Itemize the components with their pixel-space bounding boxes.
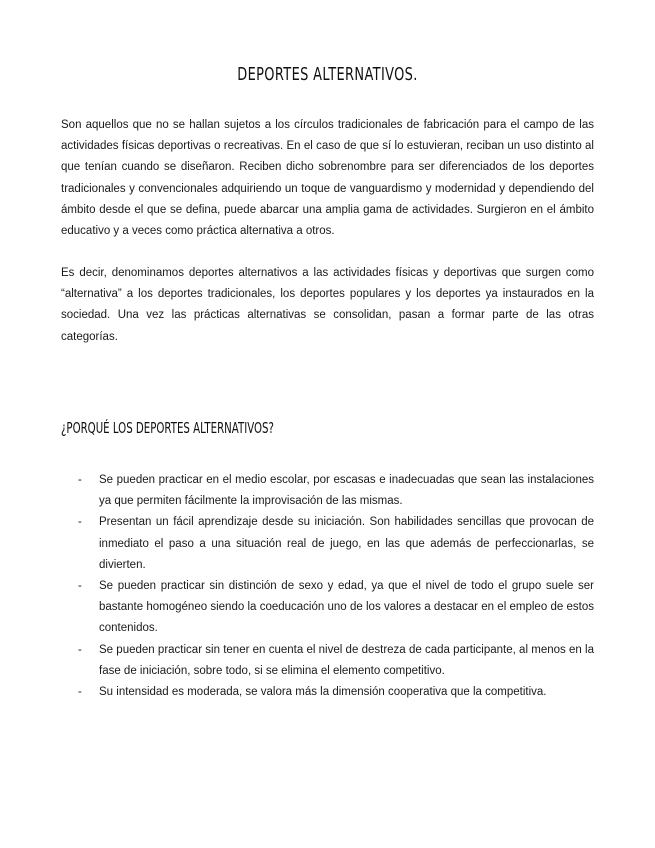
- list-item: [78, 640, 594, 682]
- bullet-dash: -: [78, 643, 82, 656]
- bullet-dash: -: [78, 686, 82, 699]
- list-item: [78, 512, 594, 576]
- list-item: [78, 470, 594, 512]
- list-item-text: Se pueden practicar sin distinción de sexo y edad, ya que el nivel de todo el grupo suele ser bastante homogéneo siendo la coeducación uno de los valores a destacar en el empleo de estos contenidos.: [99, 580, 594, 635]
- definition-paragraph: Es decir, denominamos deportes alternativos a las actividades físicas y deportivas que surgen como “alternativa” a los deportes tradicionales, los deportes populares y los deportes ya instaurados en la sociedad. Una vez las prácticas alternativas se consolidan, pasan a formar parte de las otras categorías.: [61, 267, 594, 343]
- list-item-text: Se pueden practicar sin tener en cuenta el nivel de destreza de cada participante, al menos en la fase de iniciación, sobre todo, si se elimina el elemento competitivo.: [99, 643, 594, 677]
- intro-paragraph: Son aquellos que no se hallan sujetos a los círculos tradicionales de fabricación para el campo de las actividades físicas deportivas o recreativas. En el caso de que sí lo estuvieran, reciban un uso distinto al que tenían cuando se diseñaron. Reciben dicho sobrenombre para ser diferenciados de los deportes tradicionales y convencionales adquiriendo un toque de vanguardismo y modernidad y dependiendo del ámbito desde el que se defina, puede abarcar una amplia gama de actividades. Surgieron en el ámbito educativo y a veces como práctica alternativa a otros.: [61, 119, 594, 238]
- list-item: [78, 576, 594, 640]
- bullet-dash: -: [78, 474, 82, 486]
- page-title: DEPORTES ALTERNATIVOS.: [237, 64, 418, 85]
- bullet-dash: -: [78, 580, 82, 593]
- reasons-list: [78, 470, 594, 703]
- section-heading: ¿PORQUÉ LOS DEPORTES ALTERNATIVOS?: [61, 419, 274, 437]
- list-item-text: Su intensidad es moderada, se valora más la dimensión cooperativa que la competitiva.: [99, 686, 547, 699]
- bullet-dash: -: [78, 516, 82, 529]
- list-item-text: Presentan un fácil aprendizaje desde su iniciación. Son habilidades sencillas que provocan de inmediato el paso a una situación real de juego, en las que además de perfeccionarlas, se divierten.: [99, 516, 594, 571]
- list-item: [78, 682, 594, 703]
- list-item-text: Se pueden practicar en el medio escolar, por escasas e inadecuadas que sean las instalaciones ya que permiten fácilmente la improvisación de las mismas.: [99, 474, 594, 508]
